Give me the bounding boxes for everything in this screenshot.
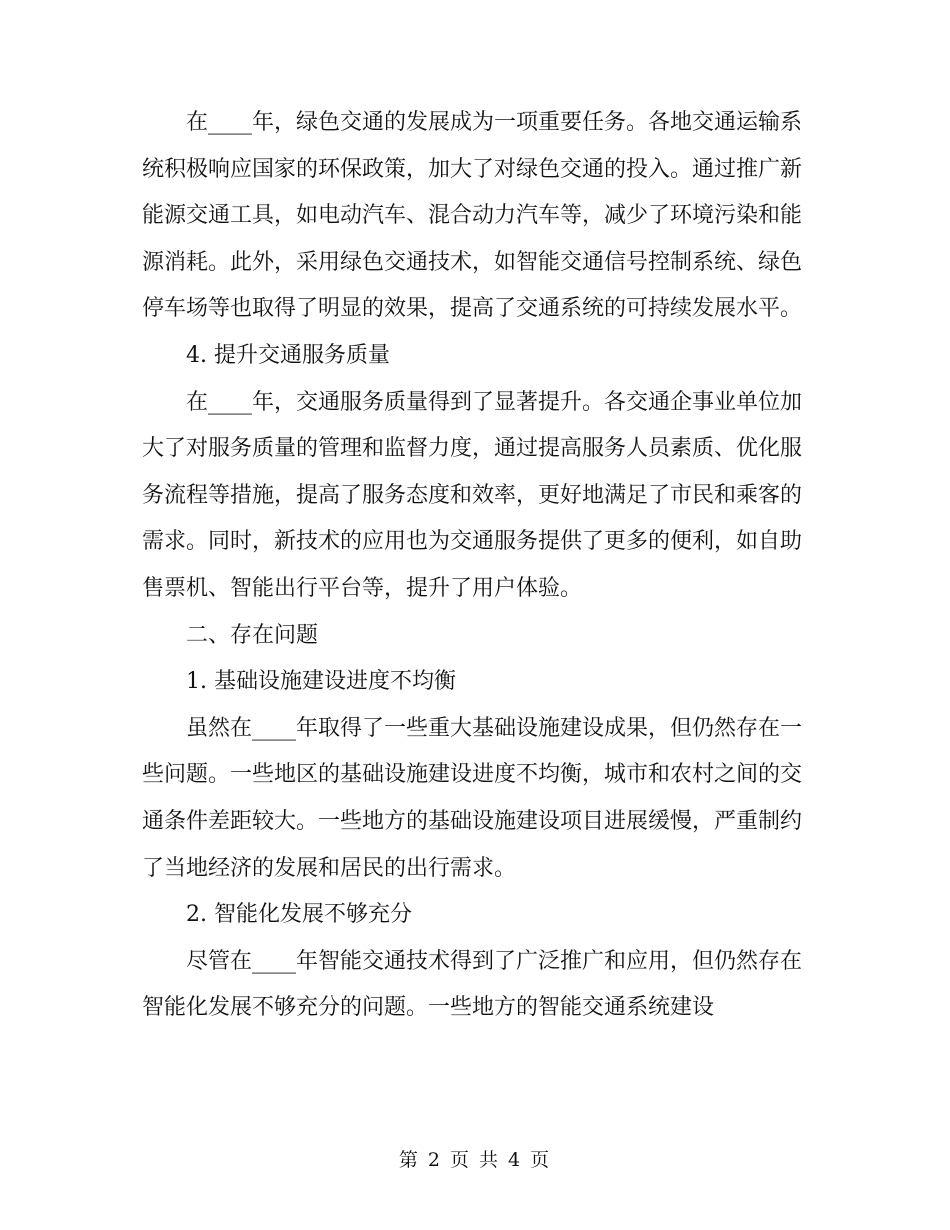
heading-intelligence-insufficient: 2. 智能化发展不够充分 [186,902,412,928]
heading-service-quality: 4. 提升交通服务质量 [186,342,390,368]
heading-infrastructure-imbalance: 1. 基础设施建设进度不均衡 [186,669,456,695]
paragraph-intelligence-insufficient: 尽管在____年智能交通技术得到了广泛推广和应用，但仍然存在智能化发展不够充分的问题。一些地方的智能交通系统建设 [142,948,803,1021]
paragraph-green-transport: 在____年，绿色交通的发展成为一项重要任务。各地交通运输系统积极响应国家的环保政策，加大了对绿色交通的投入。通过推广新能源交通工具，如电动汽车、混合动力汽车等，减少了环境污染和能源消耗。此外，采用绿色交通技术，如智能交通信号控制系统、绿色停车场等也取得了明显的效果，提高了交通系统的可持续发展水平。 [142,110,803,322]
heading-existing-problems: 二、存在问题 [186,622,319,648]
page-number-footer: 第 2 页 共 4 页 [398,1149,552,1171]
document-body [142,100,802,1032]
paragraph-infrastructure-imbalance: 虽然在____年取得了一些重大基础设施建设成果，但仍然存在一些问题。一些地区的基础设施建设进度不均衡，城市和农村之间的交通条件差距较大。一些地方的基础设施建设项目进展缓慢，严重制约了当地经济的发展和居民的出行需求。 [142,715,803,881]
paragraph-service-quality: 在____年，交通服务质量得到了显著提升。各交通企事业单位加大了对服务质量的管理和监督力度，通过提高服务人员素质、优化服务流程等措施，提高了服务态度和效率，更好地满足了市民和乘客的需求。同时，新技术的应用也为交通服务提供了更多的便利，如自助售票机、智能出行平台等，提升了用户体验。 [142,389,803,601]
